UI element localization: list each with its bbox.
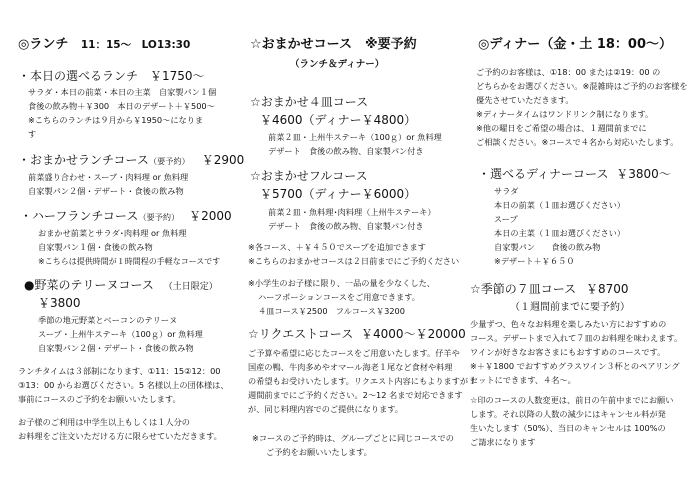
- lunch-note: ランチタイムは３部制になります、①11：15②12：00: [18, 366, 221, 376]
- omakase-subtitle: （ランチ＆ディナー）: [290, 59, 385, 70]
- choose-dinner-line: スープ: [494, 214, 518, 224]
- choose-dinner-line: ※デザート＋￥６５０: [494, 256, 575, 266]
- lunch-note: ③13：00 からお選びください。5 名様以上の団体様は、: [18, 380, 229, 390]
- omakase-lunch-line: 前菜盛り合わせ・スープ・肉料理 or 魚料理: [28, 172, 189, 182]
- seven-plate-line: セットにできます、４名～。: [470, 375, 576, 385]
- dinner-intro-line: ※ディナータイムはワンドリンク制になります。: [476, 109, 654, 119]
- terrine-heading: [24, 279, 218, 293]
- lunch-title-text: ◎ランチ: [18, 37, 69, 52]
- seven-plate-line: コース。デザートまで入れて７皿のお料理を味わえます。: [470, 333, 683, 343]
- seven-plate-price: ￥8700: [586, 282, 629, 296]
- choose-dinner-line: 本日の前菜（１皿お選びください）: [494, 200, 626, 210]
- request-price: ￥4000～￥20000: [361, 327, 466, 341]
- omakase-lunch-tag: （要予約）: [148, 156, 190, 166]
- group-note: ご予約をお願いいたします。: [266, 447, 372, 457]
- terrine-line: スープ・上州牛ステーキ（100ｇ）or 魚料理: [38, 329, 203, 339]
- daily-lunch-line: す: [28, 129, 37, 139]
- full-course-price: ￥5700（ディナー￥6000）: [260, 187, 417, 201]
- cancel-note: 生いたします（50%）、当日のキャンセルは 100%の: [470, 423, 666, 433]
- group-note: ※コースのご予約時は、グループごとに同じコースでの: [252, 433, 454, 443]
- dinner-intro-line: ご相談ください。※コースで４名から対応いたします。: [476, 137, 679, 147]
- children-note: お料理をご注文いただける方に限らせていただきます。: [18, 431, 222, 441]
- cancel-note: します。それ以降の人数の減少にはキャンセル料が発: [470, 409, 666, 419]
- four-plate-heading: ☆おまかせ４皿コース: [250, 95, 369, 109]
- dinner-column: [460, 0, 700, 495]
- lunch-column: [0, 0, 245, 495]
- child-note: ※小学生のお子様に限り、一品の量を少なくした、: [248, 278, 435, 288]
- seven-plate-heading: [470, 283, 629, 297]
- four-plate-price: ￥4600（ディナー￥4800）: [260, 113, 417, 127]
- dinner-intro-line: ご予約のお客様は、①18：00 または②19：00 の: [476, 67, 661, 77]
- omakase-column: [232, 0, 477, 495]
- seven-plate-line: 少量ずつ、色々なお料理を楽しみたい方におすすめの: [470, 319, 667, 329]
- choose-dinner-name: ・選べるディナーコース: [478, 167, 609, 181]
- daily-lunch-heading: ・本日の選べるランチ ￥1750～: [18, 69, 205, 83]
- half-lunch-heading: [20, 210, 232, 224]
- omakase-lunch-line: 自家製パン２個・デザート・食後の飲み物: [28, 186, 184, 196]
- omakase-lunch-price: ￥2900: [201, 153, 245, 167]
- lunch-title: [18, 38, 190, 53]
- full-course-line: デザート 食後の飲み物、自家製パン付き: [268, 221, 424, 231]
- terrine-name: ●野菜のテリーヌコース: [24, 278, 154, 292]
- choose-dinner-heading: [478, 168, 671, 182]
- daily-lunch-line: 食後の飲み物＋￥300 本日のデザート＋￥500～: [28, 101, 215, 111]
- request-heading: [248, 328, 466, 342]
- seven-plate-name: ☆季節の７皿コース: [470, 282, 577, 296]
- request-line: の希望もお受けいたします。リクエスト内容にもよりますが１: [248, 376, 477, 386]
- half-lunch-line: ※こちらは提供時間が１時間程の手軽なコースです: [38, 257, 221, 266]
- omakase-lunch-heading: [18, 154, 244, 168]
- child-note: ４皿コース￥2500 フルコース￥3200: [258, 306, 405, 316]
- cancel-note: ご請求になります: [470, 437, 536, 447]
- request-line: 国産の鴨、牛肉多めやオマール海老１尾など食材や料理: [248, 362, 453, 372]
- half-lunch-line: 自家製パン１個・食後の飲み物: [38, 242, 153, 252]
- dinner-intro-line: 優先させていただきます。: [476, 95, 574, 105]
- terrine-price: ￥3800: [38, 296, 81, 310]
- child-note: ハーフポーションコースをご用意できます。: [258, 292, 420, 302]
- choose-dinner-price: ￥3800～: [616, 167, 671, 181]
- dinner-title: [478, 38, 672, 53]
- omakase-note: ※こちらのおまかせコースは２日前までにご予約ください: [248, 256, 460, 266]
- choose-dinner-line: 自家製パン 食後の飲み物: [494, 242, 601, 252]
- four-plate-line: デザート 食後の飲み物、自家製パン付き: [268, 146, 424, 156]
- half-lunch-line: おまかせ前菜とサラダ･肉料理 or 魚料理: [38, 228, 187, 238]
- four-plate-line: 前菜２皿・上州牛ステーキ（100ｇ）or 魚料理: [268, 132, 442, 142]
- half-lunch-tag: （要予約）: [138, 212, 180, 222]
- daily-lunch-line: サラダ・本日の前菜・本日の主菜 自家製パン１個: [28, 87, 217, 97]
- full-course-line: 前菜２皿・魚料理･肉料理（上州牛ステーキ）: [268, 207, 436, 217]
- dinner-title-text: ◎ディナー: [478, 37, 541, 52]
- request-line: 週間前までにご予約ください。2～12 名まで対応できます: [248, 390, 463, 400]
- half-lunch-name: ・ハーフランチコース: [20, 209, 139, 223]
- seven-plate-note: （１週間前までに要予約）: [510, 302, 630, 313]
- request-line: ご予算や希望に応じたコースをご用意いたします。仔羊や: [248, 348, 460, 358]
- full-course-heading: ☆おまかせフルコース: [250, 169, 368, 183]
- terrine-line: 自家製パン２個・デザート・食後の飲み物: [38, 343, 194, 353]
- choose-dinner-line: サラダ: [494, 186, 519, 196]
- lunch-time: 11：15～ LO13:30: [80, 39, 191, 51]
- half-lunch-price: ￥2000: [189, 209, 232, 223]
- omakase-title: ☆おまかせコース ※要予約: [250, 37, 417, 52]
- seven-plate-line: ワインが好きなお客さまにもおすすめのコースです。: [470, 347, 666, 357]
- omakase-lunch-name: ・おまかせランチコース: [18, 153, 149, 167]
- seven-plate-line: ※＋￥1800 でおすすめグラスワイン３杯とのペアリング: [470, 361, 680, 371]
- request-name: ☆リクエストコース: [248, 327, 354, 341]
- dinner-intro-line: どちらかをお選びください。※混雑時はご予約のお客様を: [476, 81, 688, 91]
- omakase-note: ※各コース、＋￥４５０でスープを追加できます: [248, 242, 426, 252]
- dinner-intro-line: ※他の曜日をご希望の場合は、１週間前までに: [476, 123, 647, 133]
- terrine-tag: （土日限定）: [163, 282, 218, 292]
- children-note: お子様のご利用は中学生以上もしくは１人分の: [18, 417, 190, 427]
- daily-lunch-line: ※こちらのランチは９月から￥1950～になりま: [28, 115, 204, 125]
- lunch-note: 事前にコースのご予約をお願いいたします。: [18, 394, 181, 404]
- terrine-line: 季節の地元野菜とベーコンのテリーヌ: [38, 315, 178, 325]
- dinner-time: （金・土 18：00～）: [540, 37, 673, 52]
- cancel-note: ☆印のコースの人数変更は、前日の午前中までにお願い: [470, 395, 674, 405]
- request-line: が、同じ料理内容でのご提供になります。: [248, 404, 403, 414]
- choose-dinner-line: 本日の主菜（１皿お選びください）: [494, 228, 626, 238]
